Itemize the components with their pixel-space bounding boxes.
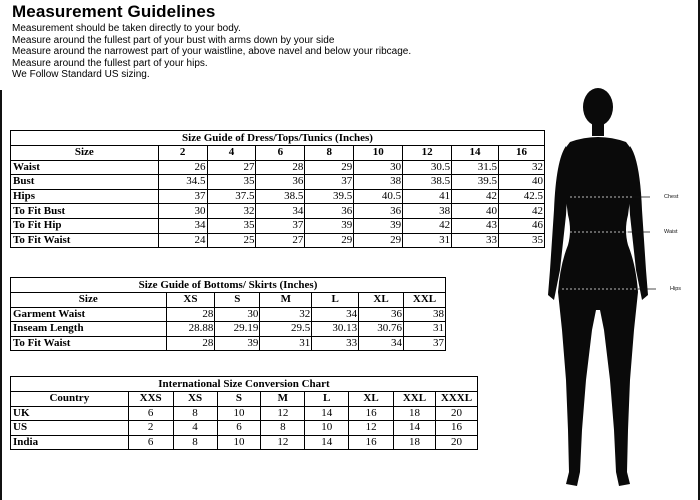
table-cell: 40 xyxy=(452,204,499,219)
size-column-header: M xyxy=(260,293,312,308)
table-row xyxy=(11,421,478,436)
table-row xyxy=(11,189,545,204)
table-cell: 6 xyxy=(128,406,173,421)
page-title: Measurement Guidelines xyxy=(12,2,216,21)
table-cell: 41 xyxy=(403,189,452,204)
table-cell: 29 xyxy=(354,233,403,248)
table-cell: 42 xyxy=(403,218,452,233)
table-cell: 24 xyxy=(158,233,207,248)
table-cell: 30 xyxy=(215,307,260,322)
table-cell: 34.5 xyxy=(158,175,207,190)
size-header: Size xyxy=(11,146,159,161)
table-cell: 10 xyxy=(217,406,261,421)
size-column-header: XXL xyxy=(394,392,436,407)
size-column-header: 2 xyxy=(158,146,207,161)
waist-label: Waist xyxy=(664,229,678,235)
table-cell: 16 xyxy=(349,435,394,450)
table-cell: 37 xyxy=(158,189,207,204)
size-column-header: 6 xyxy=(256,146,305,161)
size-column-header: 12 xyxy=(403,146,452,161)
size-column-header: XL xyxy=(349,392,394,407)
table-cell: 40.5 xyxy=(354,189,403,204)
dress-size-table xyxy=(10,130,545,248)
size-column-header: 14 xyxy=(452,146,499,161)
table-cell: 34 xyxy=(158,218,207,233)
row-label: Hips xyxy=(11,189,159,204)
table-cell: 27 xyxy=(207,160,256,175)
table-cell: 10 xyxy=(217,435,261,450)
table-cell: 38 xyxy=(404,307,446,322)
table-cell: 18 xyxy=(394,406,436,421)
table-cell: 6 xyxy=(128,435,173,450)
table-cell: 32 xyxy=(260,307,312,322)
table-cell: 38.5 xyxy=(403,175,452,190)
row-label: Inseam Length xyxy=(11,322,167,337)
table-cell: 30 xyxy=(158,204,207,219)
table-cell: 34 xyxy=(312,307,359,322)
size-column-header: XL xyxy=(359,293,404,308)
table-cell: 36 xyxy=(354,204,403,219)
instruction-line: Measure around the fullest part of your bust with arms down by your side xyxy=(12,34,335,46)
table-cell: 37.5 xyxy=(207,189,256,204)
row-label: To Fit Waist xyxy=(11,233,159,248)
bottoms-size-table xyxy=(10,277,446,351)
table-cell: 43 xyxy=(452,218,499,233)
table-cell: 29 xyxy=(305,160,354,175)
table-cell: 8 xyxy=(173,406,217,421)
table-cell: 30.13 xyxy=(312,322,359,337)
table-cell: 8 xyxy=(261,421,305,436)
table-cell: 38 xyxy=(354,175,403,190)
table-row xyxy=(11,307,446,322)
table-cell: 35 xyxy=(207,175,256,190)
table-cell: 31.5 xyxy=(452,160,499,175)
row-label: To Fit Hip xyxy=(11,218,159,233)
table-cell: 38 xyxy=(403,204,452,219)
size-column-header: 10 xyxy=(354,146,403,161)
size-column-header: XXXL xyxy=(435,392,477,407)
table-cell: 12 xyxy=(261,435,305,450)
table-cell: 34 xyxy=(256,204,305,219)
row-label: US xyxy=(11,421,129,436)
table-cell: 8 xyxy=(173,435,217,450)
table-row xyxy=(11,175,545,190)
table-cell: 39 xyxy=(354,218,403,233)
row-label: India xyxy=(11,435,129,450)
table-cell: 31 xyxy=(260,336,312,351)
size-column-header: L xyxy=(312,293,359,308)
table-cell: 28.88 xyxy=(166,322,215,337)
size-column-header: M xyxy=(261,392,305,407)
table-cell: 31 xyxy=(403,233,452,248)
table-cell: 32 xyxy=(498,160,544,175)
table-cell: 25 xyxy=(207,233,256,248)
table-cell: 29 xyxy=(305,233,354,248)
table-cell: 30.5 xyxy=(403,160,452,175)
table-cell: 32 xyxy=(207,204,256,219)
country-header: Country xyxy=(11,392,129,407)
size-header: Size xyxy=(11,293,167,308)
row-label: Garment Waist xyxy=(11,307,167,322)
row-label: UK xyxy=(11,406,129,421)
table-cell: 35 xyxy=(207,218,256,233)
table-cell: 38.5 xyxy=(256,189,305,204)
table-cell: 4 xyxy=(173,421,217,436)
table-cell: 40 xyxy=(498,175,544,190)
table-cell: 39 xyxy=(215,336,260,351)
size-column-header: XS xyxy=(173,392,217,407)
size-column-header: 16 xyxy=(498,146,544,161)
table-cell: 31 xyxy=(404,322,446,337)
instructions-list xyxy=(12,23,411,81)
table-caption: Size Guide of Dress/Tops/Tunics (Inches) xyxy=(11,131,545,146)
table-cell: 29.19 xyxy=(215,322,260,337)
size-column-header: S xyxy=(215,293,260,308)
table-cell: 12 xyxy=(261,406,305,421)
table-row xyxy=(11,336,446,351)
table-row xyxy=(11,322,446,337)
table-cell: 39.5 xyxy=(452,175,499,190)
table-cell: 37 xyxy=(305,175,354,190)
table-row xyxy=(11,435,478,450)
table-cell: 28 xyxy=(166,307,215,322)
size-column-header: XXL xyxy=(404,293,446,308)
international-size-table xyxy=(10,376,478,450)
size-column-header: XXS xyxy=(128,392,173,407)
table-cell: 28 xyxy=(256,160,305,175)
table-row xyxy=(11,204,545,219)
size-column-header: 4 xyxy=(207,146,256,161)
table-cell: 18 xyxy=(394,435,436,450)
table-cell: 39 xyxy=(305,218,354,233)
table-cell: 29.5 xyxy=(260,322,312,337)
table-row xyxy=(11,160,545,175)
size-column-header: XS xyxy=(166,293,215,308)
table-cell: 42 xyxy=(452,189,499,204)
table-caption: Size Guide of Bottoms/ Skirts (Inches) xyxy=(11,278,446,293)
table-cell: 36 xyxy=(256,175,305,190)
size-column-header: 8 xyxy=(305,146,354,161)
table-cell: 27 xyxy=(256,233,305,248)
table-cell: 30.76 xyxy=(359,322,404,337)
table-cell: 6 xyxy=(217,421,261,436)
table-cell: 39.5 xyxy=(305,189,354,204)
table-cell: 33 xyxy=(452,233,499,248)
table-cell: 28 xyxy=(166,336,215,351)
table-cell: 36 xyxy=(305,204,354,219)
table-cell: 10 xyxy=(305,421,349,436)
table-cell: 30 xyxy=(354,160,403,175)
table-caption: International Size Conversion Chart xyxy=(11,377,478,392)
table-cell: 14 xyxy=(305,435,349,450)
row-label: To Fit Bust xyxy=(11,204,159,219)
table-row xyxy=(11,406,478,421)
table-cell: 42.5 xyxy=(498,189,544,204)
table-row xyxy=(11,233,545,248)
instruction-line: Measurement should be taken directly to your body. xyxy=(12,23,241,34)
table-cell: 37 xyxy=(256,218,305,233)
row-label: Waist xyxy=(11,160,159,175)
table-cell: 36 xyxy=(359,307,404,322)
instruction-line: Measure around the fullest part of your hips. xyxy=(12,57,208,69)
table-row xyxy=(11,218,545,233)
table-cell: 2 xyxy=(128,421,173,436)
table-cell: 37 xyxy=(404,336,446,351)
size-column-header: L xyxy=(305,392,349,407)
table-cell: 42 xyxy=(498,204,544,219)
table-cell: 20 xyxy=(435,406,477,421)
table-cell: 16 xyxy=(435,421,477,436)
row-label: Bust xyxy=(11,175,159,190)
size-column-header: S xyxy=(217,392,261,407)
table-cell: 14 xyxy=(305,406,349,421)
table-cell: 14 xyxy=(394,421,436,436)
table-cell: 46 xyxy=(498,218,544,233)
hips-label: Hips xyxy=(670,286,682,292)
row-label: To Fit Waist xyxy=(11,336,167,351)
table-cell: 35 xyxy=(498,233,544,248)
table-cell: 26 xyxy=(158,160,207,175)
instruction-line: We Follow Standard US sizing. xyxy=(12,69,150,80)
instruction-line: Measure around the narrowest part of your waistline, above navel and below your ribcage. xyxy=(12,46,412,57)
table-cell: 20 xyxy=(435,435,477,450)
chest-label: Chest xyxy=(664,194,679,200)
table-cell: 33 xyxy=(312,336,359,351)
table-cell: 34 xyxy=(359,336,404,351)
table-cell: 16 xyxy=(349,406,394,421)
guidelines-header xyxy=(0,0,700,90)
table-cell: 12 xyxy=(349,421,394,436)
